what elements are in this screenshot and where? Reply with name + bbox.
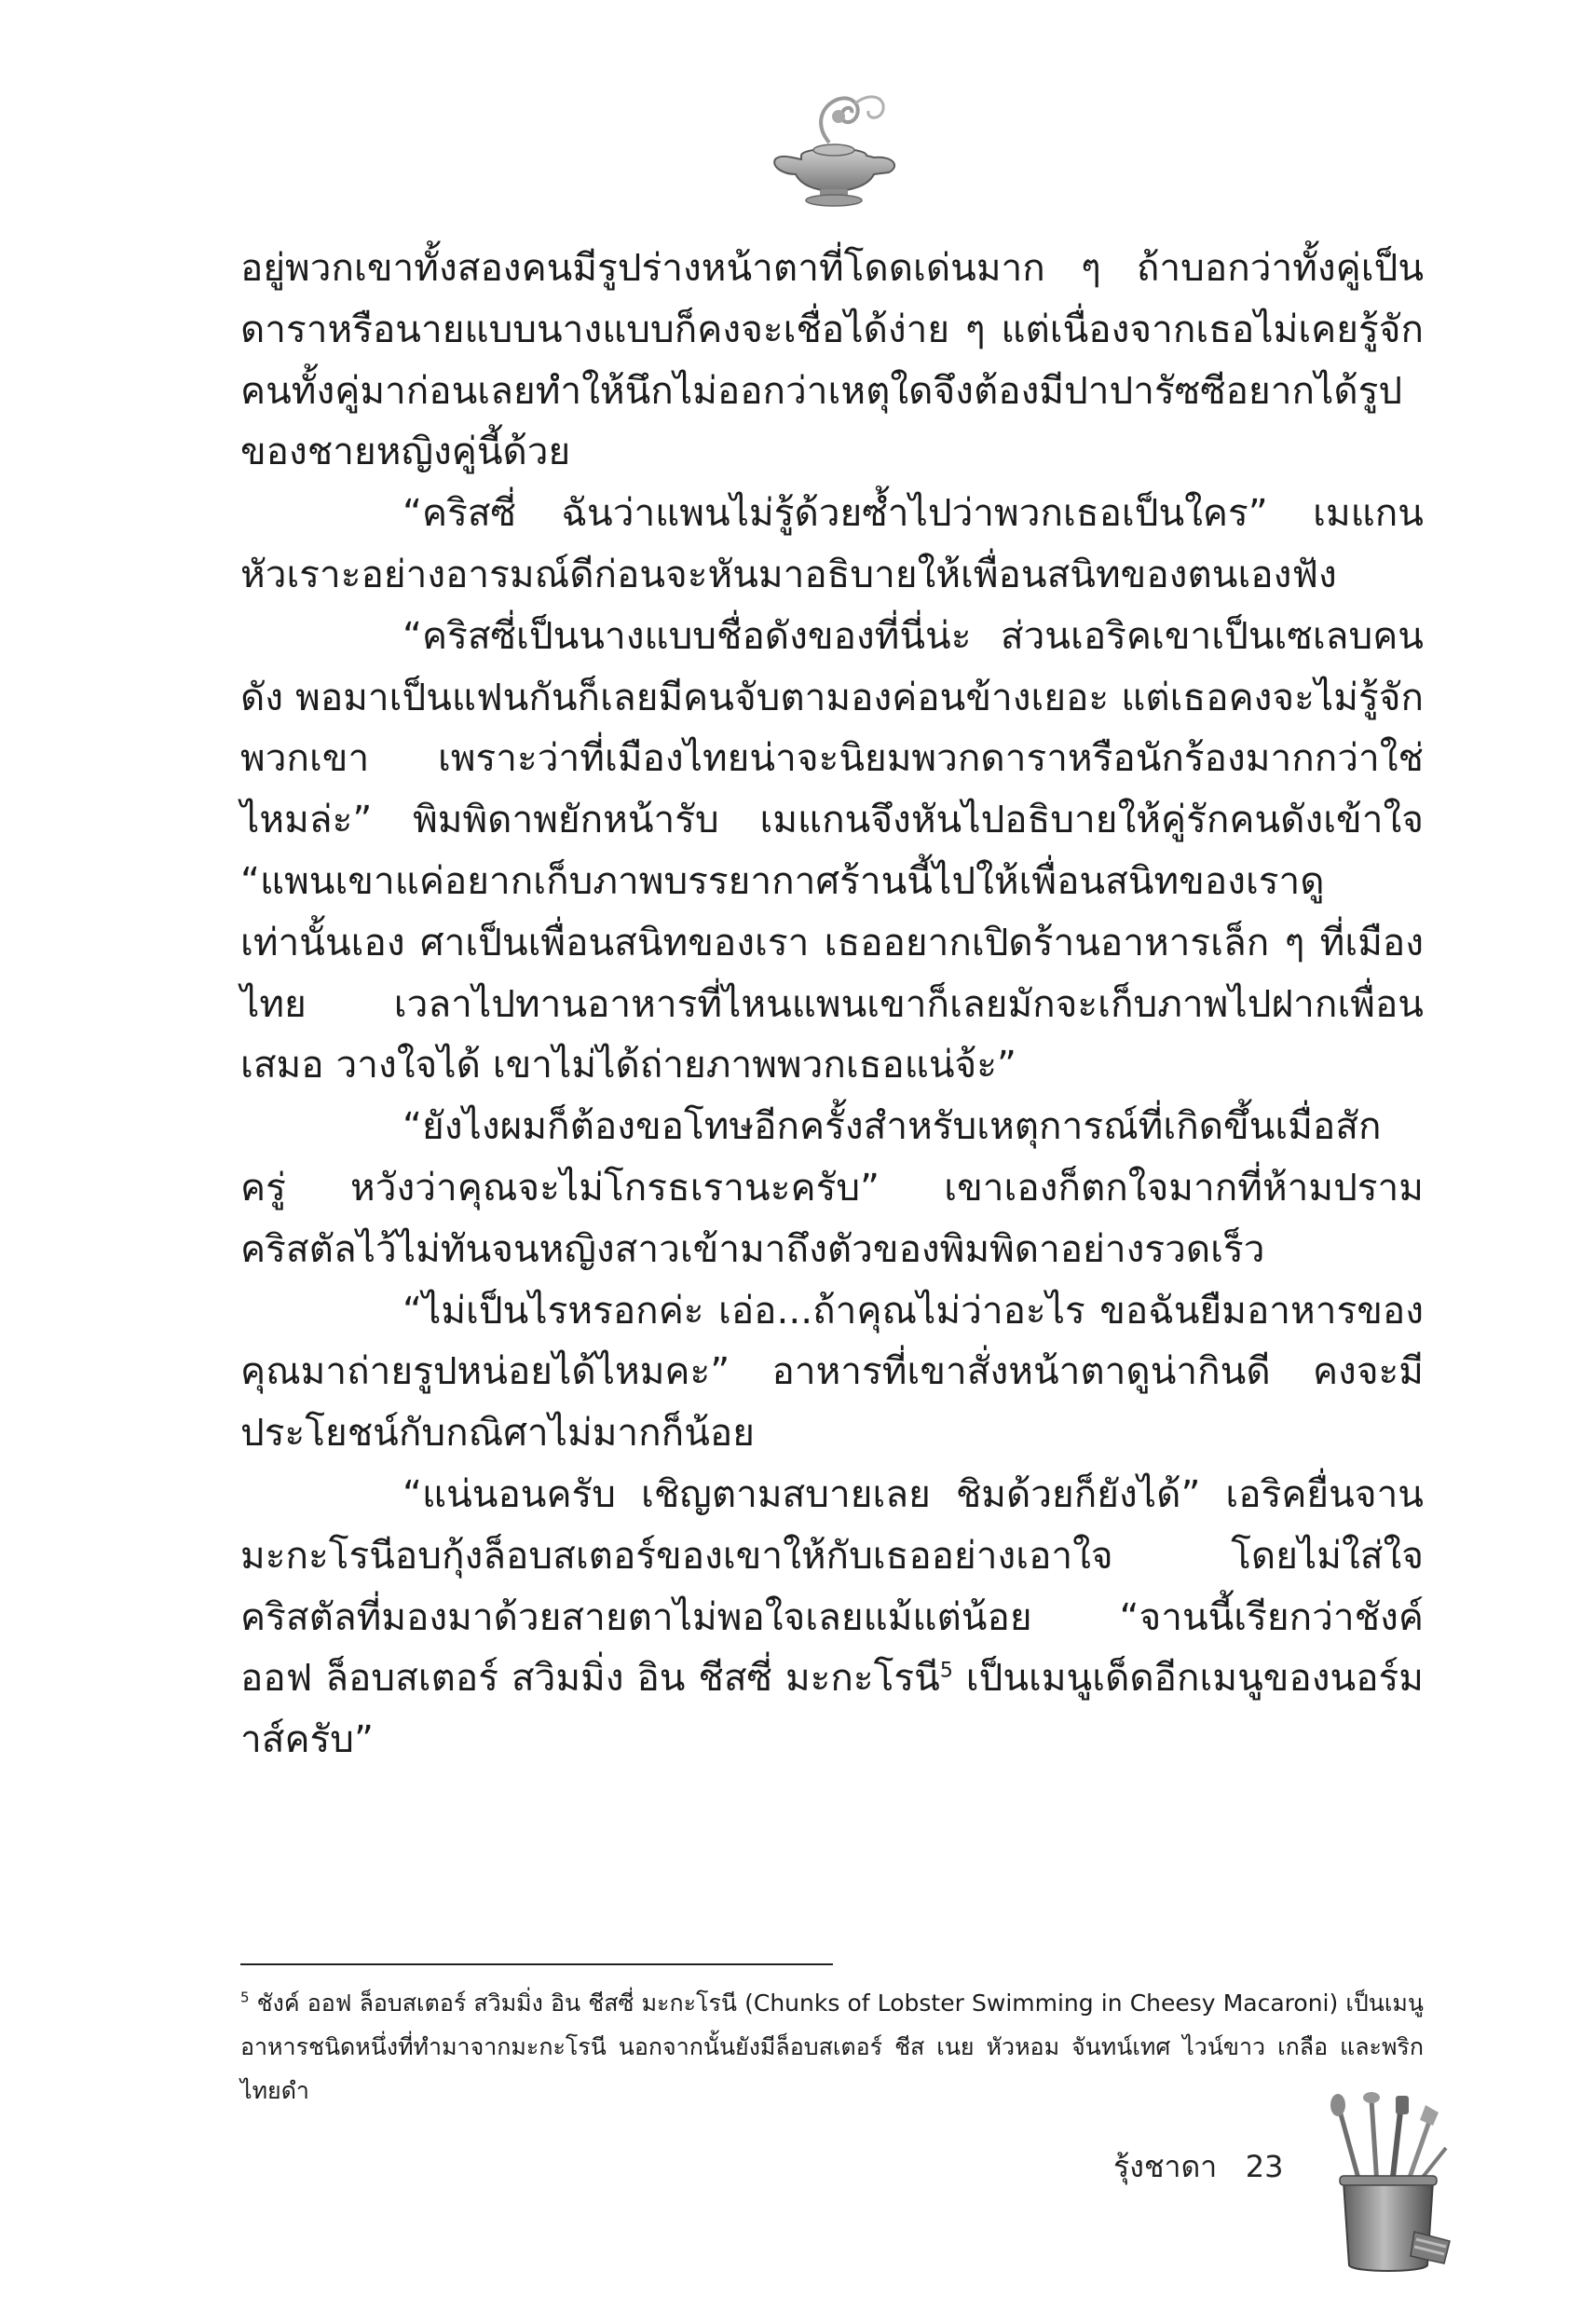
genie-lamp-icon xyxy=(764,89,904,210)
paragraph-2: “คริสซี่ ฉันว่าแพนไม่รู้ด้วยซ้ำไปว่าพวกเธอเป็นใคร” เมแกนหัวเราะอย่างอารมณ์ดีก่อนจะหันมาอธิบายให้เพื่อนสนิทของตนเองฟัง xyxy=(240,490,1424,596)
body-text xyxy=(240,238,1424,1771)
paragraph-6-text: “แน่นอนครับ เชิญตามสบายเลย ชิมด้วยก็ยังได้” เอริคยื่นจานมะกะโรนีอบกุ้งล็อบสเตอร์ของเขาให้กับเธออย่างเอาใจ โดยไม่ใส่ใจคริสตัลที่มองมาด้วยสายตาไม่พอใจเลยแม้แต่น้อย “จานนี้เรียกว่าชังค์ ออฟ ล็อบสเตอร์ สวิมมิ่ง อิน ชีสซี่ มะกะโรนี xyxy=(240,1470,1424,1701)
paragraph-3: “คริสซี่เป็นนางแบบชื่อดังของที่นี่น่ะ ส่วนเอริคเขาเป็นเซเลบคนดัง พอมาเป็นแฟนกันก็เลยมีคนจับตามองค่อนข้างเยอะ แต่เธอคงจะไม่รู้จักพวกเขา เพราะว่าที่เมืองไทยน่าจะนิยมพวกดาราหรือนักร้องมากกว่าใช่ไหมล่ะ” พิมพิดาพยักหน้ารับ เมแกนจึงหันไปอธิบายให้คู่รักคนดังเข้าใจ “แพนเขาแค่อยากเก็บภาพบรรยากาศร้านนี้ไปให้เพื่อนสนิทของเราดูเท่านั้นเอง ศาเป็นเพื่อนสนิทของเรา เธออยากเปิดร้านอาหารเล็ก ๆ ที่เมืองไทย เวลาไปทานอาหารที่ไหนแพนเขาก็เลยมักจะเก็บภาพไปฝากเพื่อนเสมอ วางใจได้ เขาไม่ได้ถ่ายภาพพวกเธอแน่จ้ะ” xyxy=(240,612,1424,1087)
page-number: 23 xyxy=(1245,2149,1284,2184)
footnote-marker: 5 xyxy=(240,1989,250,2006)
kitchen-utensils-jar-icon xyxy=(1323,2092,1453,2278)
footnote-reference: 5 xyxy=(939,1659,953,1683)
footnote xyxy=(240,1981,1424,2113)
book-title: รุ้งชาดา xyxy=(1113,2149,1218,2184)
footnote-divider xyxy=(240,1963,833,1965)
paragraph-1: อยู่พวกเขาทั้งสองคนมีรูปร่างหน้าตาที่โดดเด่นมาก ๆ ถ้าบอกว่าทั้งคู่เป็นดาราหรือนายแบบนางแบบก็คงจะเชื่อได้ง่าย ๆ แต่เนื่องจากเธอไม่เคยรู้จักคนทั้งคู่มาก่อนเลยทำให้นึกไม่ออกว่าเหตุใดจึงต้องมีปาปารัซซีอยากได้รูปของชายหญิงคู่นี้ด้วย xyxy=(240,245,1424,474)
paragraph-6-text-after: เป็นเมนูเด็ดอีกเมนูของนอร์มาส์ครับ” xyxy=(240,1655,1424,1762)
page-footer xyxy=(1113,2143,1283,2191)
paragraph-6 xyxy=(240,1464,1424,1771)
paragraph-5: “ไม่เป็นไรหรอกค่ะ เอ่อ...ถ้าคุณไม่ว่าอะไร ขอฉันยืมอาหารของคุณมาถ่ายรูปหน่อยได้ไหมคะ” อาหารที่เขาสั่งหน้าตาดูน่ากินดี คงจะมีประโยชน์กับกณิศาไม่มากก็น้อย xyxy=(240,1287,1424,1456)
footnote-text: ชังค์ ออฟ ล็อบสเตอร์ สวิมมิ่ง อิน ชีสซี่ มะกะโรนี (Chunks of Lobster Swimming in Cheesy Macaroni) เป็นเมนูอาหารชนิดหนึ่งที่ทำมาจากมะกะโรนี นอกจากนั้นยังมีล็อบสเตอร์ ชีส เนย หัวหอม จันทน์เทศ ไวน์ขาว เกลือ และพริกไทยดำ xyxy=(240,1990,1424,2104)
paragraph-4: “ยังไงผมก็ต้องขอโทษอีกครั้งสำหรับเหตุการณ์ที่เกิดขึ้นเมื่อสักครู่ หวังว่าคุณจะไม่โกรธเรานะครับ” เขาเองก็ตกใจมากที่ห้ามปรามคริสตัลไว้ไม่ทันจนหญิงสาวเข้ามาถึงตัวของพิมพิดาอย่างรวดเร็ว xyxy=(240,1103,1424,1271)
